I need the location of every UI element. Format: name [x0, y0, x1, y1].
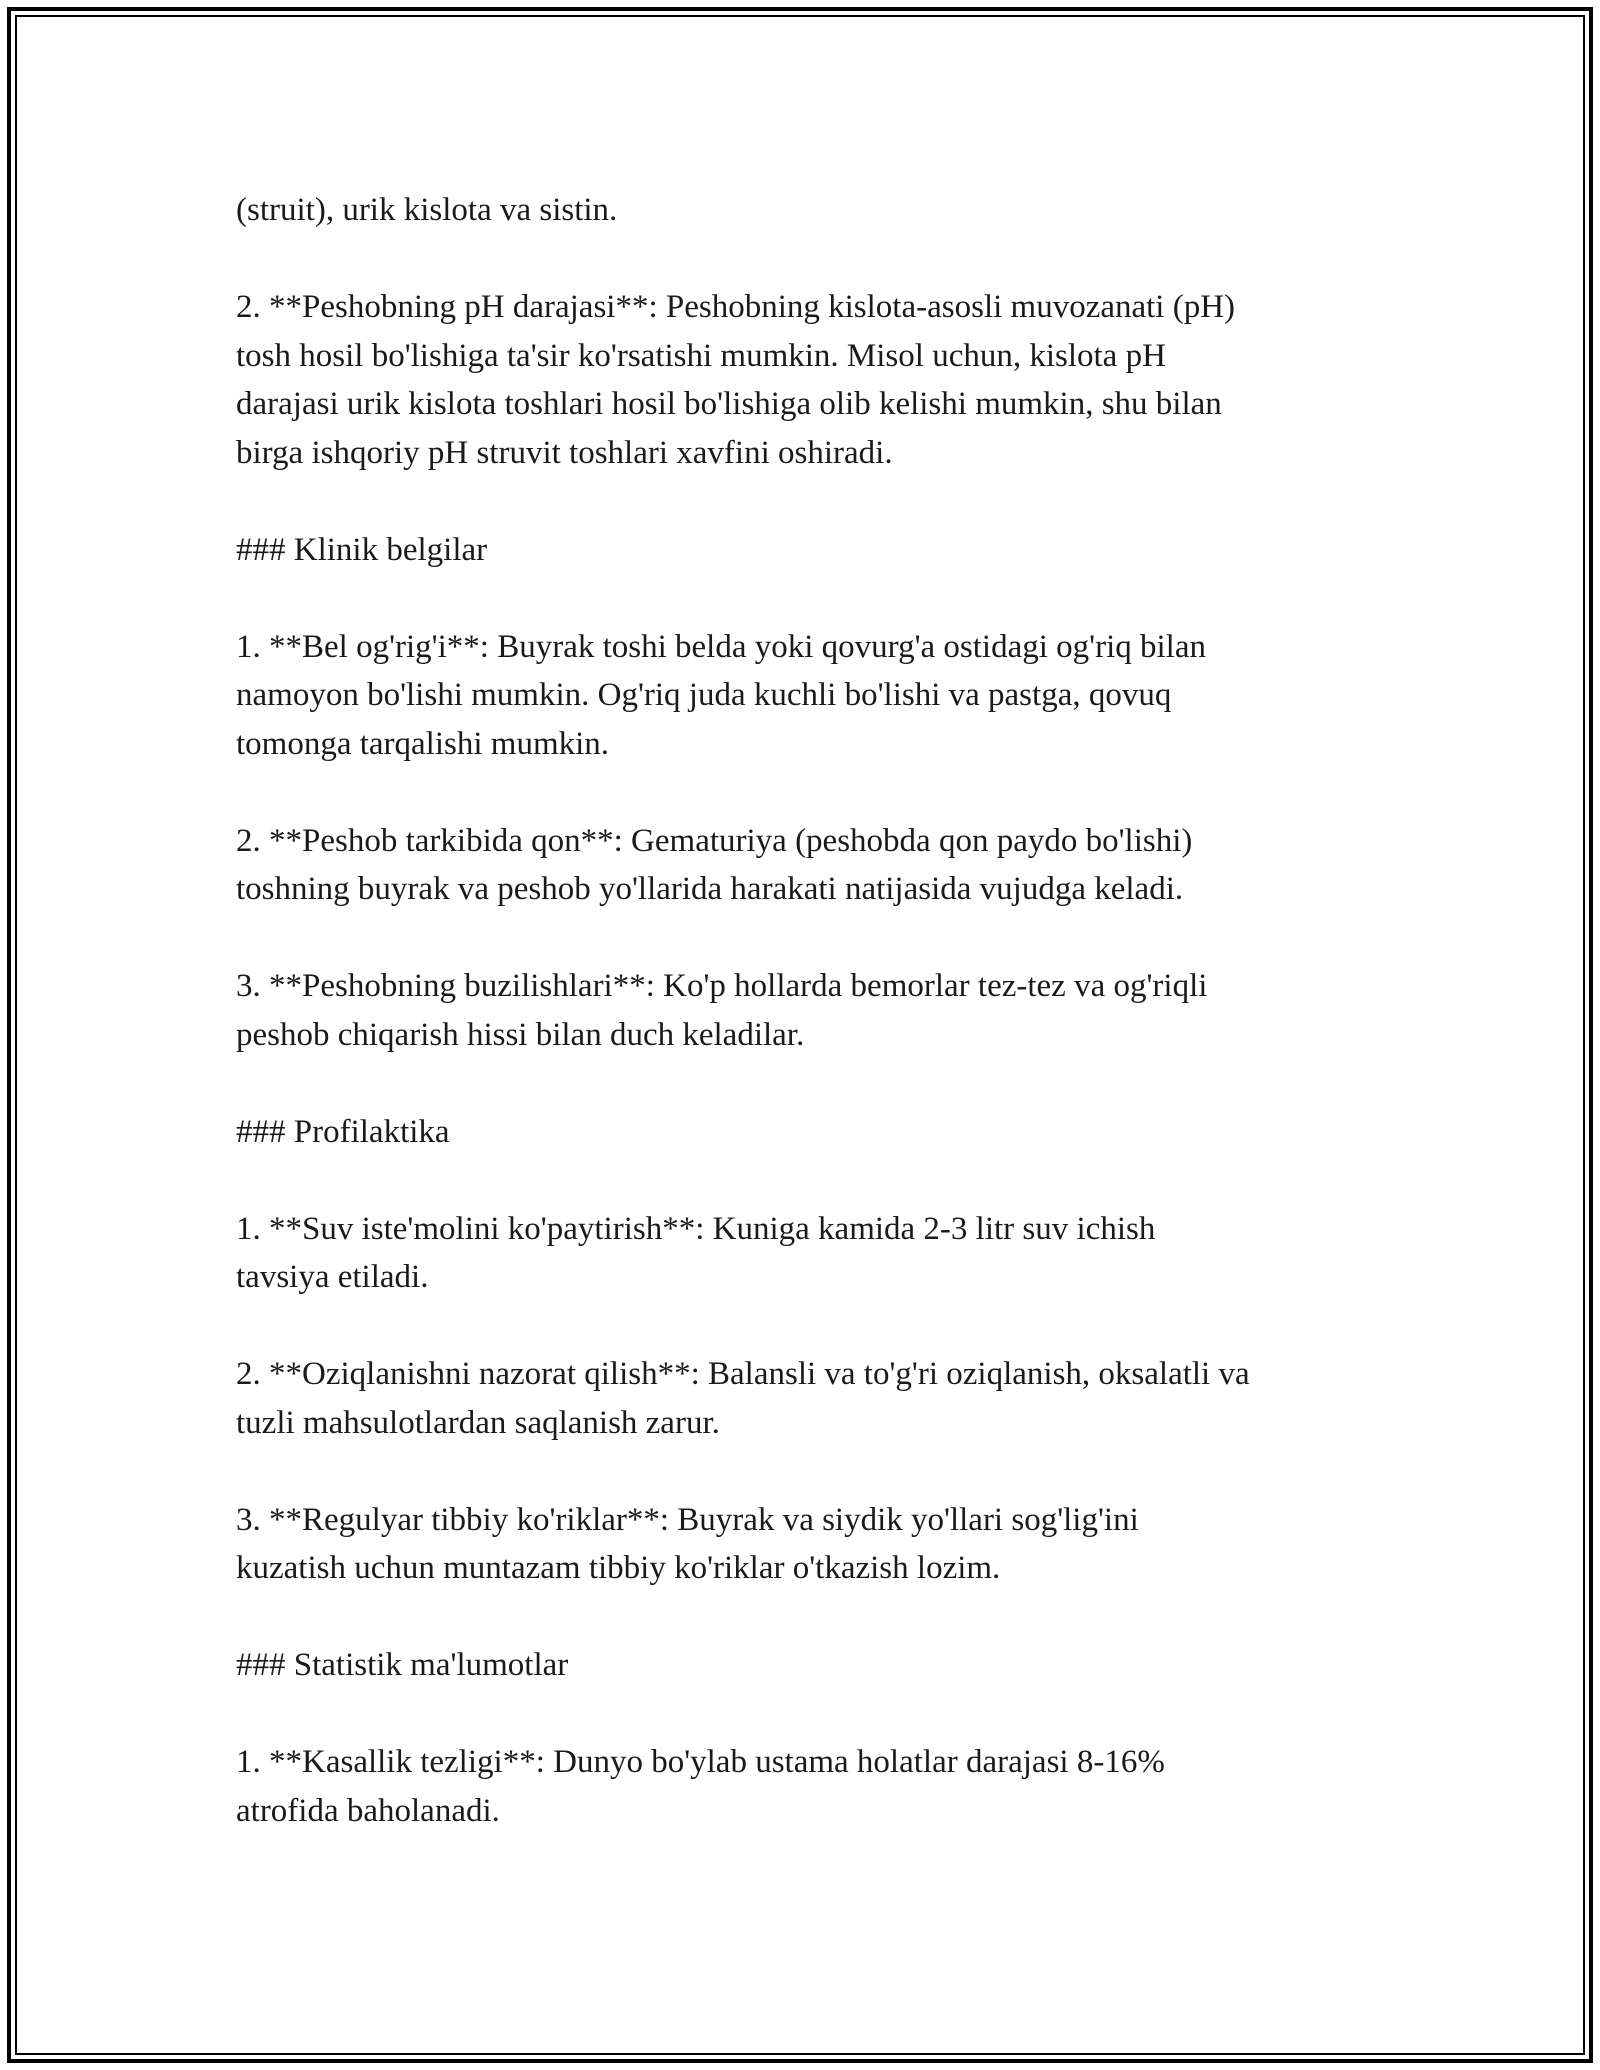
paragraph-regular-checkups — [236, 1496, 1416, 1593]
paragraph-blood-in-urine — [236, 817, 1416, 914]
document-body — [236, 186, 1416, 1884]
text-line: ### Statistik ma'lumotlar — [236, 1647, 569, 1683]
text-line: 2. **Peshob tarkibida qon**: Gematuriya (peshobda qon paydo bo'lishi) — [236, 822, 1193, 859]
text-line: peshob chiqarish hissi bilan duch keladilar. — [236, 1016, 805, 1053]
text-line: 1. **Kasallik tezligi**: Dunyo bo'ylab ustama holatlar darajasi 8-16% — [236, 1744, 1165, 1780]
heading-clinical-signs — [236, 526, 1416, 575]
text-line: toshning buyrak va peshob yo'llarida harakati natijasida vujudga keladi. — [236, 871, 1184, 907]
paragraph-ph-level — [236, 283, 1416, 477]
text-line: 2. **Oziqlanishni nazorat qilish**: Balansli va to'g'ri oziqlanish, oksalatli va — [236, 1356, 1250, 1392]
paragraph-nutrition-control — [236, 1350, 1416, 1447]
text-line: darajasi urik kislota toshlari hosil bo'lishiga olib kelishi mumkin, shu bilan — [236, 386, 1222, 422]
heading-statistics — [236, 1641, 1416, 1690]
text-line: (struit), urik kislota va sistin. — [236, 192, 618, 228]
paragraph-water-intake — [236, 1205, 1416, 1302]
text-line: tomonga tarqalishi mumkin. — [236, 725, 610, 762]
paragraph-back-pain — [236, 623, 1416, 769]
text-line: tosh hosil bo'lishiga ta'sir ko'rsatishi mumkin. Misol uchun, kislota pH — [236, 337, 1166, 374]
text-line: kuzatish uchun muntazam tibbiy ko'riklar o'tkazish lozim. — [236, 1550, 1001, 1586]
paragraph-disease-rate — [236, 1738, 1416, 1835]
text-line: tavsiya etiladi. — [236, 1259, 429, 1295]
paragraph-continuation — [236, 186, 1416, 235]
text-line: 2. **Peshobning pH darajasi**: Peshobning kislota-asosli muvozanati (pH) — [236, 289, 1236, 325]
text-line: birga ishqoriy pH struvit toshlari xavfini oshiradi. — [236, 434, 893, 471]
text-line: 3. **Peshobning buzilishlari**: Ko'p hollarda bemorlar tez-tez va og'riqli — [236, 968, 1208, 1004]
text-line: atrofida baholanadi. — [236, 1792, 500, 1829]
text-line: tuzli mahsulotlardan saqlanish zarur. — [236, 1404, 720, 1441]
text-line: namoyon bo'lishi mumkin. Og'riq juda kuchli bo'lishi va pastga, qovuq — [236, 677, 1172, 713]
text-line: ### Klinik belgilar — [236, 531, 488, 568]
text-line: 1. **Suv iste'molini ko'paytirish**: Kuniga kamida 2-3 litr suv ichish — [236, 1210, 1156, 1247]
text-line: 1. **Bel og'rig'i**: Buyrak toshi belda yoki qovurg'a ostidagi og'riq bilan — [236, 628, 1206, 665]
text-line: ### Profilaktika — [236, 1113, 450, 1150]
text-line: 3. **Regulyar tibbiy ko'riklar**: Buyrak va siydik yo'llari sog'lig'ini — [236, 1501, 1139, 1538]
paragraph-urination-disorders — [236, 962, 1416, 1059]
heading-prevention — [236, 1108, 1416, 1157]
